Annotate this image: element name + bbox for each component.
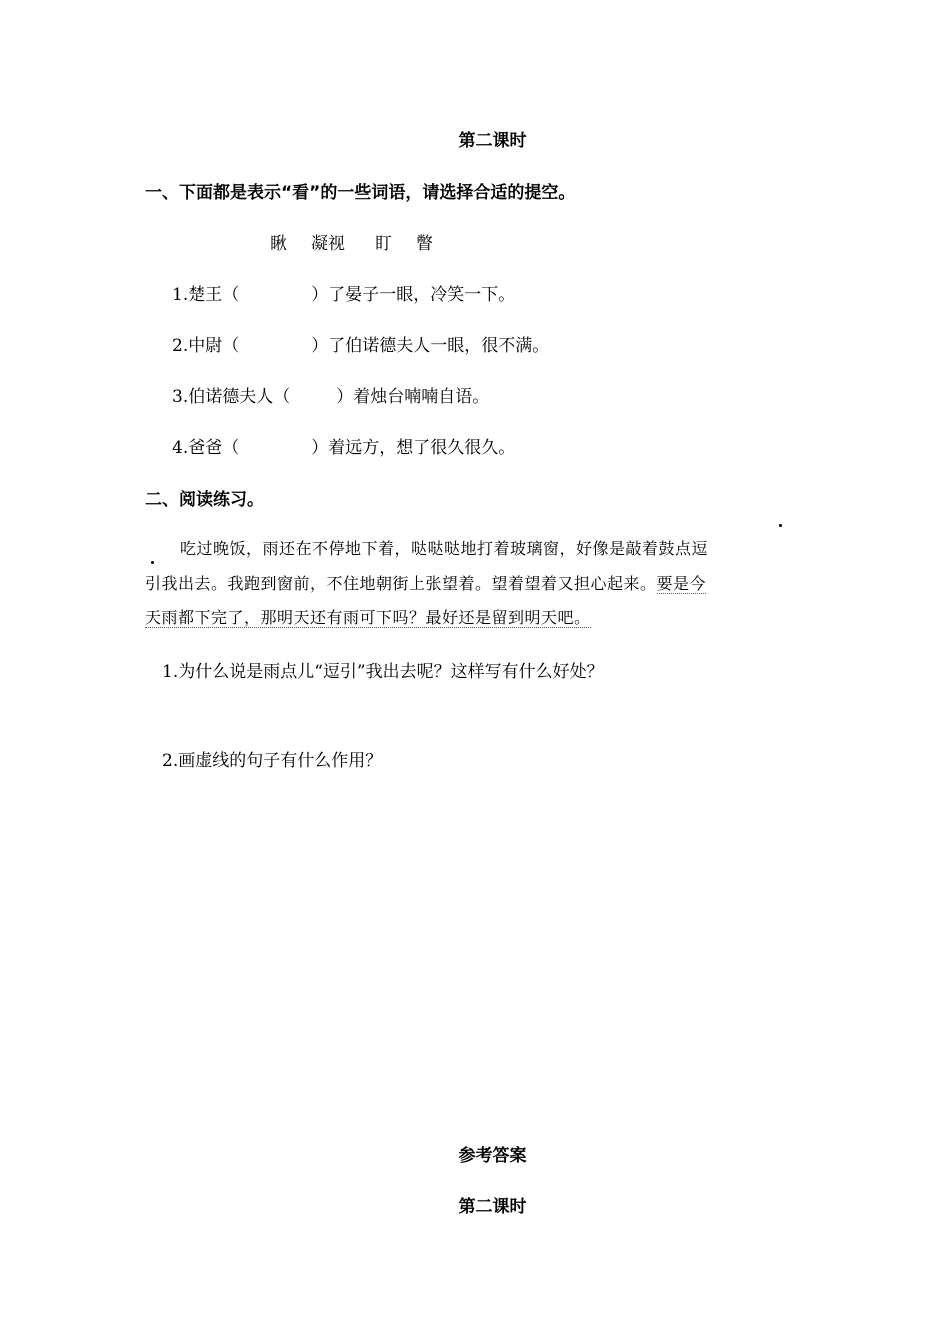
- section1-heading: 一、下面都是表示“看”的一些词语，请选择合适的提空。: [145, 183, 576, 203]
- answers-subheading: 第二课时: [458, 1197, 527, 1217]
- item-prefix: 4.爸爸（: [172, 438, 240, 458]
- item-prefix: 2.中尉（: [172, 336, 240, 356]
- word-bank-item: 瞅: [270, 234, 287, 254]
- word-bank-item: 凝视: [311, 234, 345, 254]
- item-prefix: 1.楚王（: [172, 285, 240, 305]
- emphasis-dot: [779, 524, 782, 527]
- emphasis-dot: [151, 561, 154, 564]
- passage-line: 吃过晚饭，雨还在不停地下着，哒哒哒地打着玻璃窗，好像是敲着鼓点逗: [180, 539, 709, 558]
- item-suffix: ）着远方，想了很久很久。: [311, 438, 516, 458]
- exercise-item: [172, 433, 515, 458]
- page-title: 第二课时: [458, 131, 527, 151]
- passage-line: [145, 571, 797, 594]
- word-bank-item: 盯: [375, 234, 392, 254]
- item-suffix: ）了伯诺德夫人一眼，很不满。: [311, 336, 550, 356]
- passage-text: 引我出去。我跑到窗前，不住地朝街上张望着。望着望着又担心起来。: [145, 574, 657, 593]
- item-suffix: ）了晏子一眼，冷笑一下。: [311, 285, 516, 305]
- exercise-item: [172, 280, 515, 305]
- dotted-underlined-sentence: 天雨都下完了，那明天还有雨可下吗？最好还是留到明天吧。: [145, 608, 591, 627]
- passage-line: [145, 605, 797, 628]
- question: 1.为什么说是雨点儿“逗引”我出去呢？这样写有什么好处？: [162, 662, 604, 682]
- item-suffix: ）着烛台喃喃自语。: [336, 387, 490, 407]
- question: 2.画虚线的句子有什么作用？: [162, 751, 383, 771]
- word-bank: [270, 229, 457, 254]
- word-bank-item: 瞥: [416, 234, 433, 254]
- dotted-underlined-sentence: 要是今: [656, 574, 707, 593]
- exercise-item: [172, 382, 489, 407]
- item-prefix: 3.伯诺德夫人（: [172, 387, 291, 407]
- exercise-item: [172, 331, 549, 356]
- answers-heading: 参考答案: [458, 1146, 527, 1166]
- section2-heading: 二、阅读练习。: [145, 490, 264, 510]
